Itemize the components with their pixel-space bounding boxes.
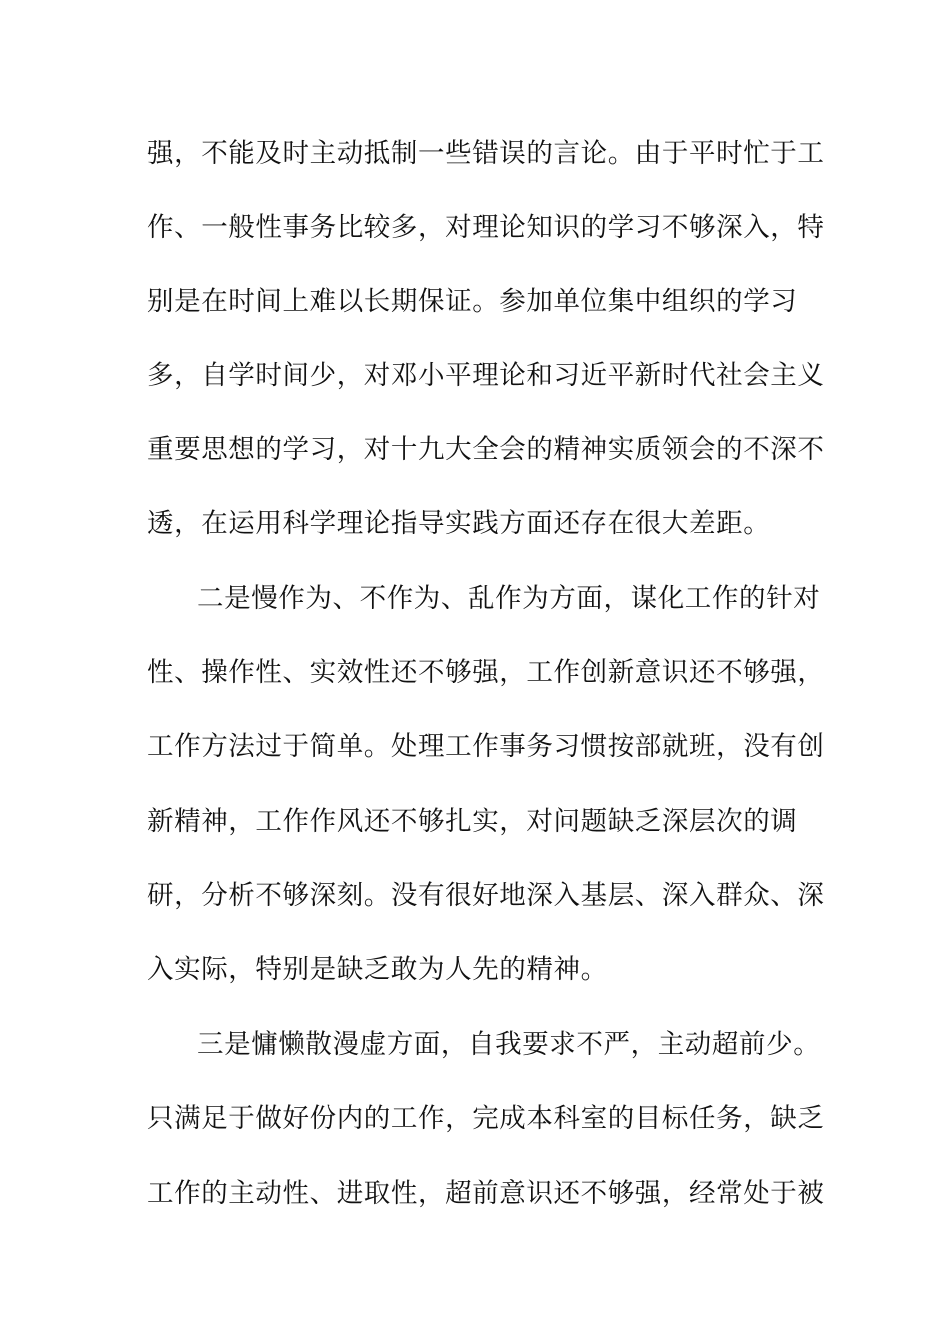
text-line: 多，自学时间少，对邓小平理论和习近平新时代社会主义	[147, 360, 825, 391]
text-line: 工作方法过于简单。处理工作事务习惯按部就班，没有创	[147, 731, 825, 762]
text-line: 新精神，工作作风还不够扎实，对问题缺乏深层次的调	[147, 806, 798, 837]
text-line: 只满足于做好份内的工作，完成本科室的目标任务，缺乏	[147, 1103, 825, 1134]
text-line: 研，分析不够深刻。没有很好地深入基层、深入群众、深	[147, 880, 825, 911]
text-line: 别是在时间上难以长期保证。参加单位集中组织的学习	[147, 286, 798, 317]
paragraph-start-line: 三是慵懒散漫虚方面，自我要求不严，主动超前少。	[197, 1029, 821, 1060]
text-line: 透，在运用科学理论指导实践方面还存在很大差距。	[147, 508, 771, 539]
text-line: 工作的主动性、进取性，超前意识还不够强，经常处于被	[147, 1178, 825, 1209]
text-line: 重要思想的学习，对十九大全会的精神实质领会的不深不	[147, 434, 825, 465]
text-line: 入实际，特别是缺乏敢为人先的精神。	[147, 954, 608, 985]
text-line: 作、一般性事务比较多，对理论知识的学习不够深入，特	[147, 212, 825, 243]
text-line: 性、操作性、实效性还不够强，工作创新意识还不够强，	[147, 657, 825, 688]
text-line: 强，不能及时主动抵制一些错误的言论。由于平时忙于工	[147, 138, 825, 169]
paragraph-start-line: 二是慢作为、不作为、乱作为方面，谋化工作的针对	[197, 583, 821, 614]
